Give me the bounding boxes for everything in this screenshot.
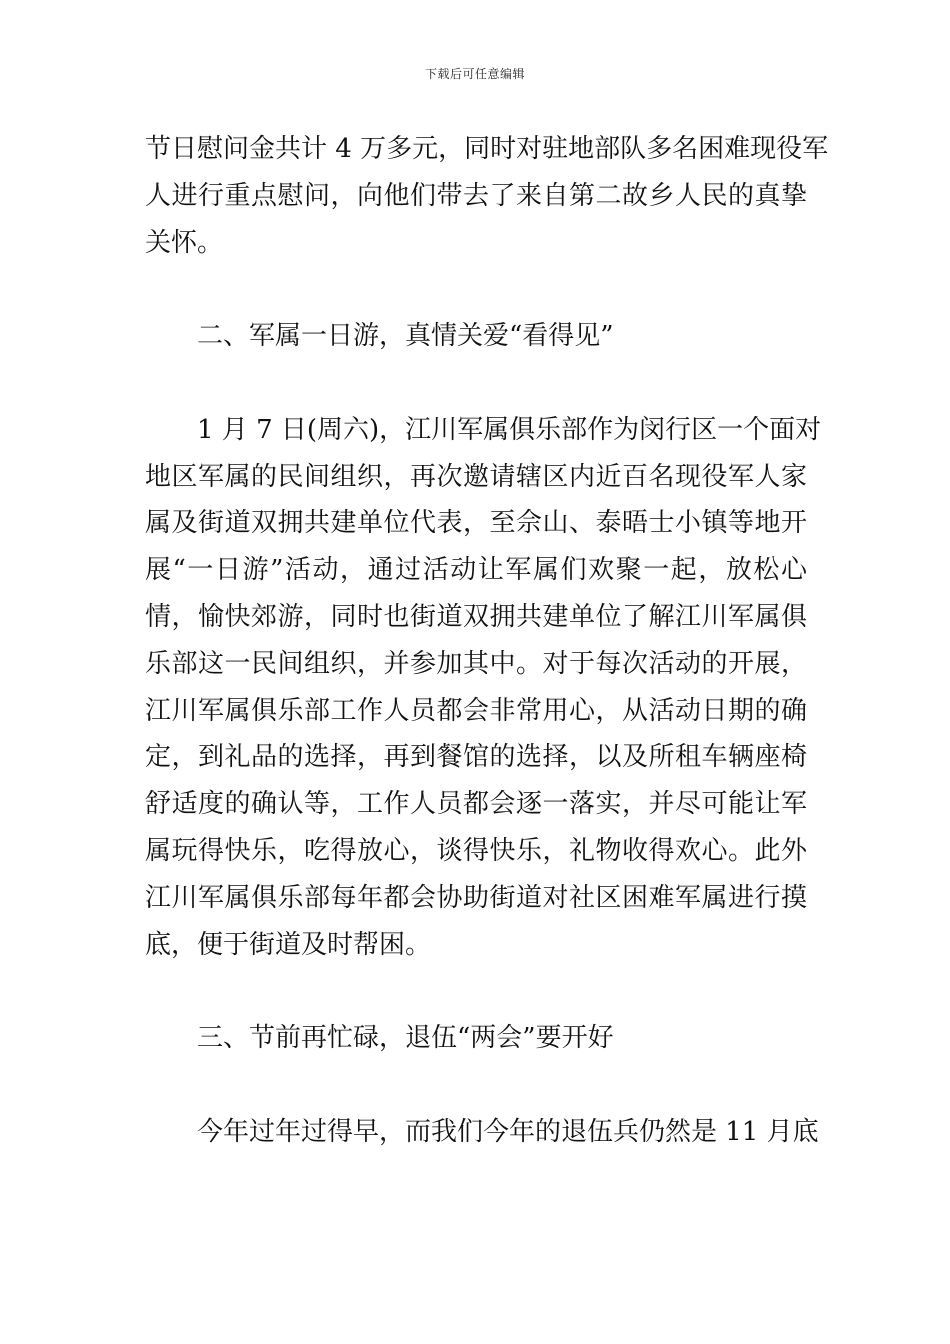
paragraph-line: 属及街道双拥共建单位代表，至佘山、泰晤士小镇等地开 <box>145 508 807 539</box>
paragraph-line: 今年过年过得早，而我们今年的退伍兵仍然是 11 月底 <box>197 1116 819 1147</box>
paragraph-line: 定，到礼品的选择，再到餐馆的选择，以及所租车辆座椅 <box>145 742 807 773</box>
paragraph-line: 江川军属俱乐部工作人员都会非常用心，从活动日期的确 <box>145 695 807 726</box>
section-heading: 三、节前再忙碌，退伍“两会”要开好 <box>197 1023 614 1054</box>
paragraph-line: 属玩得快乐，吃得放心，谈得快乐，礼物收得欢心。此外 <box>145 835 807 866</box>
paragraph-gap <box>145 968 807 1015</box>
paragraph-line: 人进行重点慰问，向他们带去了来自第二故乡人民的真挚 <box>145 180 807 211</box>
paragraph-line: 乐部这一民间组织，并参加其中。对于每次活动的开展， <box>145 648 807 679</box>
paragraph-line: 关怀。 <box>145 227 224 258</box>
paragraph-gap <box>145 1062 807 1109</box>
paragraph-line: 1 月 7 日(周六)，江川军属俱乐部作为闵行区一个面对 <box>197 414 822 445</box>
section-heading: 二、军属一日游，真情关爱“看得见” <box>197 321 614 352</box>
paragraph-line: 江川军属俱乐部每年都会协助街道对社区困难军属进行摸 <box>145 882 807 913</box>
paragraph-gap <box>145 266 807 313</box>
paragraph-line: 情，愉快郊游，同时也街道双拥共建单位了解江川军属俱 <box>145 601 807 632</box>
document-body <box>145 126 829 1156</box>
paragraph-line: 舒适度的确认等，工作人员都会逐一落实，并尽可能让军 <box>145 789 807 820</box>
paragraph-line: 节日慰问金共计 4 万多元，同时对驻地部队多名困难现役军 <box>145 134 829 164</box>
paragraph-gap <box>145 360 807 407</box>
page-header-note: 下载后可任意编辑 <box>424 67 525 81</box>
paragraph-line: 地区军属的民间组织，再次邀请辖区内近百名现役军人家 <box>145 461 807 492</box>
paragraph-line: 展“一日游”活动，通过活动让军属们欢聚一起，放松心 <box>145 555 807 586</box>
paragraph-line: 底，便于街道及时帮困。 <box>145 929 432 960</box>
